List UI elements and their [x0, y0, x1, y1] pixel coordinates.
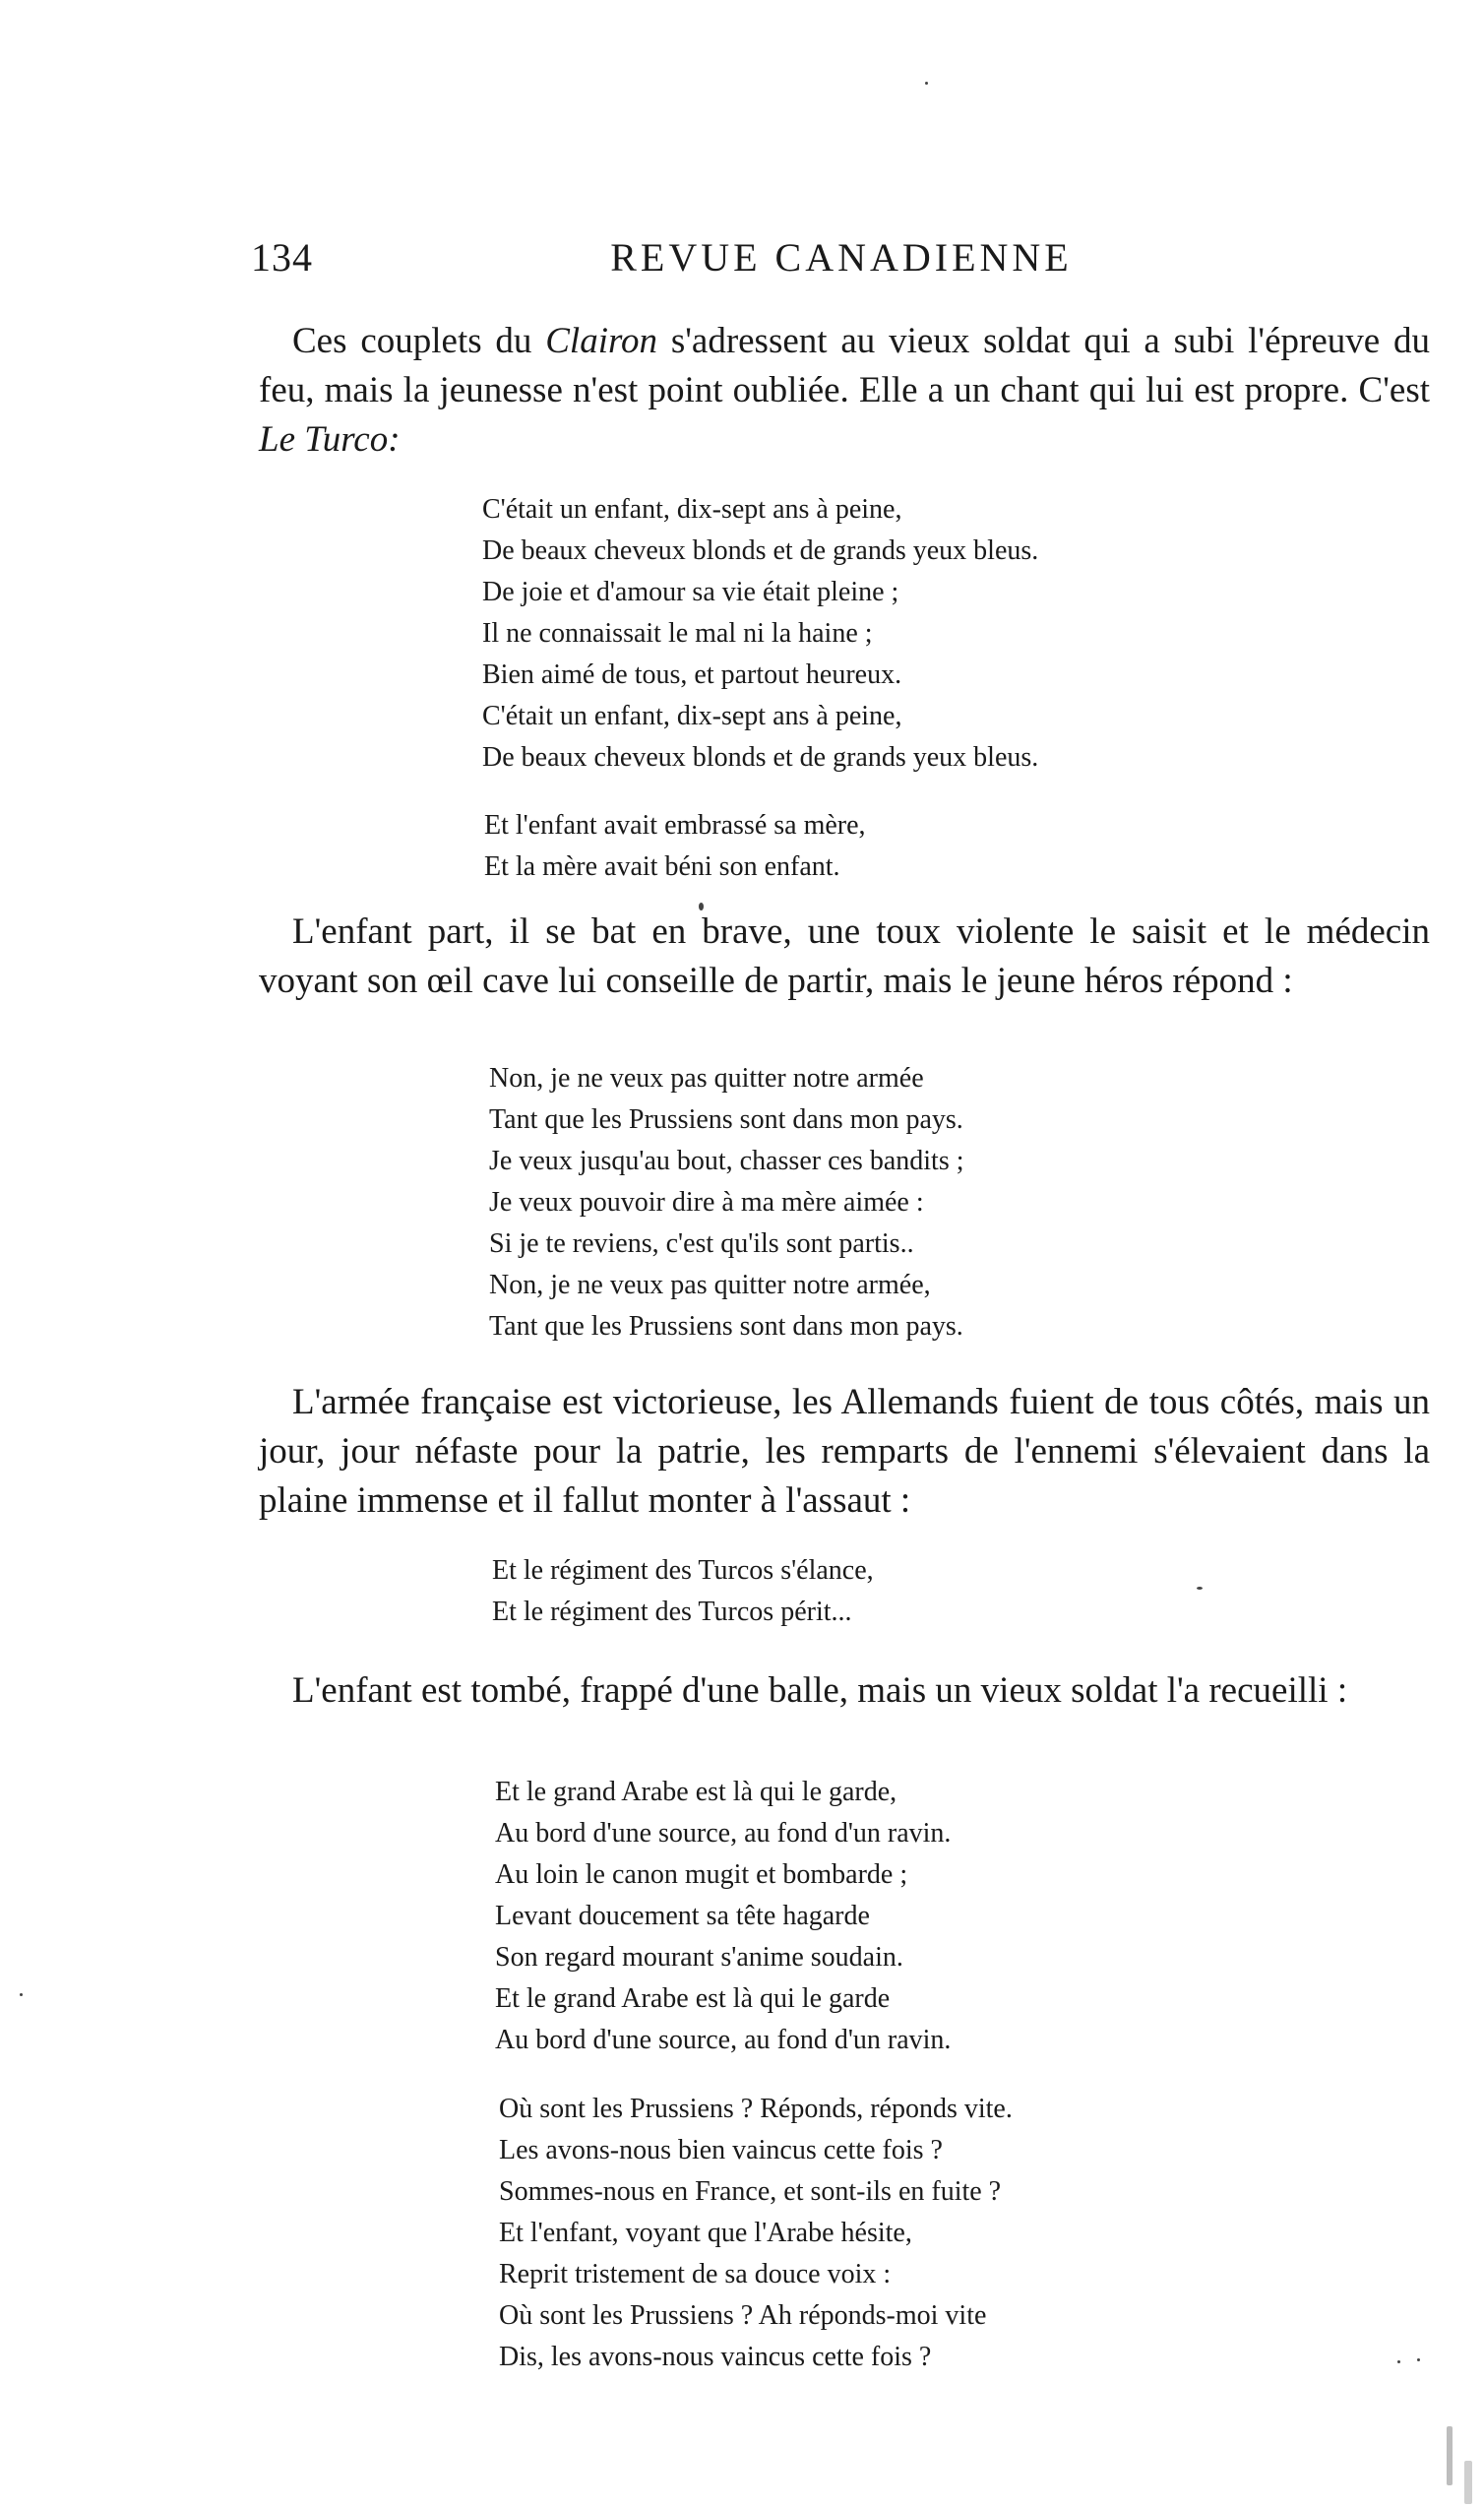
- italic-title: Le Turco:: [259, 419, 401, 460]
- verse-line: Reprit tristement de sa douce voix :: [499, 2259, 892, 2289]
- verse-line: Non, je ne veux pas quitter notre armée: [489, 1063, 924, 1094]
- verse-line: Sommes-nous en France, et sont-ils en fuite ?: [499, 2176, 1002, 2207]
- verse-line: Il ne connaissait le mal ni la haine ;: [482, 618, 873, 649]
- scan-speck: [1417, 2358, 1420, 2361]
- stanza-5: [495, 1772, 951, 2061]
- verse-line: Au bord d'une source, au fond d'un ravin.: [495, 1818, 952, 1849]
- verse-line: Et l'enfant avait embrassé sa mère,: [484, 810, 866, 841]
- verse-line: Tant que les Prussiens sont dans mon pays.: [489, 1311, 963, 1342]
- verse-line: Où sont les Prussiens ? Ah réponds-moi vite: [499, 2300, 987, 2331]
- verse-line: Et le grand Arabe est là qui le garde,: [495, 1777, 897, 1807]
- stanza-4: [492, 1550, 874, 1633]
- verse-line: Les avons-nous bien vaincus cette fois ?: [499, 2135, 943, 2165]
- verse-line: Dis, les avons-nous vaincus cette fois ?: [499, 2342, 932, 2372]
- page-number: 134: [251, 235, 313, 280]
- stanza-6: [499, 2089, 1013, 2378]
- verse-line: Où sont les Prussiens ? Réponds, réponds vite.: [499, 2094, 1013, 2124]
- stanza-3: [489, 1058, 964, 1348]
- paragraph-2: L'enfant part, il se bat en brave, une toux violente le saisit et le médecin voyant son œil cave lui conseille de partir, mais le jeune héros répond :: [259, 911, 1430, 1001]
- verse-line: C'était un enfant, dix-sept ans à peine,: [482, 701, 902, 731]
- scan-speck: [20, 1993, 23, 1996]
- paragraph-4: L'enfant est tombé, frappé d'une balle, mais un vieux soldat l'a recueilli :: [292, 1670, 1348, 1711]
- verse-line: Non, je ne veux pas quitter notre armée,: [489, 1270, 931, 1300]
- verse-line: Son regard mourant s'anime soudain.: [495, 1942, 903, 1973]
- verse-line: Et la mère avait béni son enfant.: [484, 851, 840, 882]
- scan-speck: [1397, 2360, 1400, 2363]
- verse-line: De beaux cheveux blonds et de grands yeux bleus.: [482, 535, 1039, 566]
- verse-line: Et l'enfant, voyant que l'Arabe hésite,: [499, 2218, 912, 2248]
- paragraph-3: L'armée française est victorieuse, les Allemands fuient de tous côtés, mais un jour, jour néfaste pour la patrie, les remparts de l'ennemi s'élevaient dans la plaine immense et il fallut monter à l'assaut :: [259, 1382, 1430, 1521]
- verse-line: C'était un enfant, dix-sept ans à peine,: [482, 494, 902, 525]
- verse-line: Au loin le canon mugit et bombarde ;: [495, 1859, 908, 1890]
- verse-line: Levant doucement sa tête hagarde: [495, 1901, 870, 1931]
- verse-line: Au bord d'une source, au fond d'un ravin.: [495, 2025, 952, 2055]
- verse-line: Et le régiment des Turcos s'élance,: [492, 1555, 874, 1586]
- verse-line: De beaux cheveux blonds et de grands yeux bleus.: [482, 742, 1039, 773]
- verse-line: Si je te reviens, c'est qu'ils sont partis..: [489, 1228, 914, 1259]
- verse-line: De joie et d'amour sa vie était pleine ;: [482, 577, 899, 607]
- verse-line: Et le grand Arabe est là qui le garde: [495, 1983, 891, 2014]
- running-header: [251, 234, 1432, 293]
- italic-title: Clairon: [545, 321, 658, 361]
- verse-line: Je veux pouvoir dire à ma mère aimée :: [489, 1187, 924, 1218]
- scan-smudge: [1464, 2461, 1472, 2504]
- scan-speck: [925, 82, 928, 85]
- scan-speck: [699, 903, 704, 910]
- scan-speck: [1197, 1587, 1203, 1590]
- paragraph-1: Ces couplets du Clairon s'adressent au vieux soldat qui a subi l'épreuve du feu, mais la jeunesse n'est point oubliée. Elle a un chant qui lui est propre. C'est Le Turco:: [259, 321, 1430, 460]
- verse-line: Bien aimé de tous, et partout heureux.: [482, 659, 902, 690]
- scan-smudge: [1447, 2426, 1453, 2485]
- stanza-1: [482, 489, 1038, 779]
- running-title: REVUE CANADIENNE: [610, 235, 1073, 280]
- verse-line: Tant que les Prussiens sont dans mon pays.: [489, 1104, 963, 1135]
- stanza-2: [484, 805, 866, 888]
- verse-line: Et le régiment des Turcos périt...: [492, 1597, 852, 1627]
- verse-line: Je veux jusqu'au bout, chasser ces bandits ;: [489, 1146, 964, 1176]
